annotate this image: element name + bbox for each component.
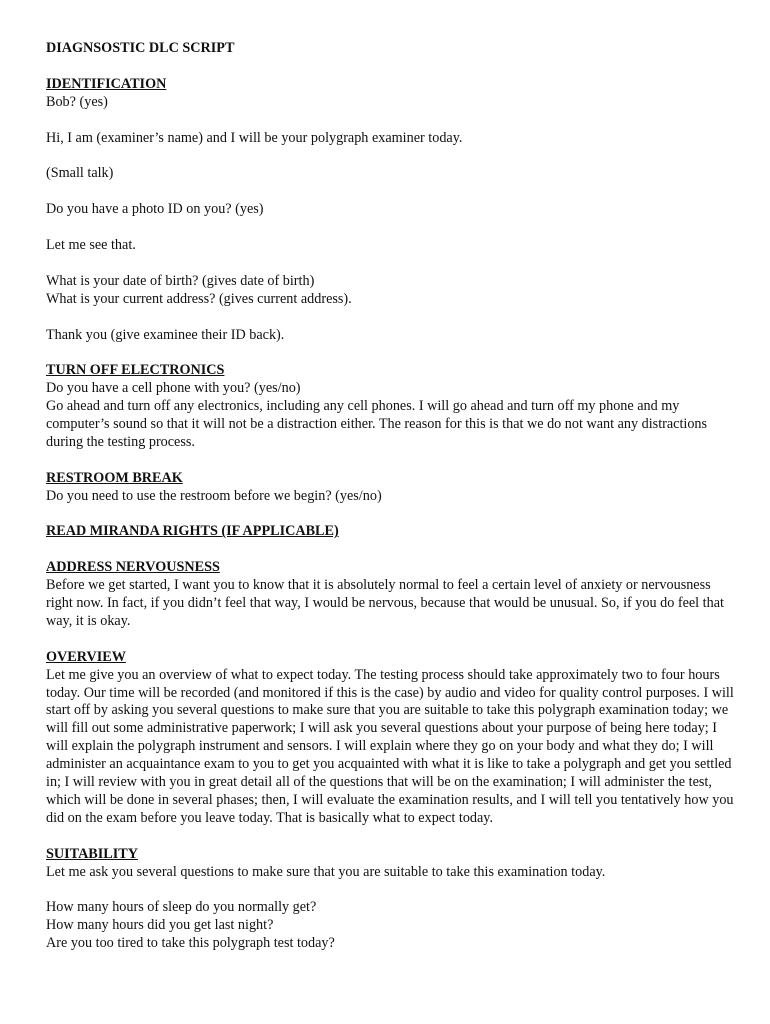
paragraph-line: How many hours of sleep do you normally get? [46,899,317,916]
section-suitability [46,846,736,953]
section-heading: IDENTIFICATION [46,75,167,92]
paragraph-line: Let me ask you several questions to make sure that you are suitable to take this examination today. [46,863,606,880]
document-sections [46,76,736,953]
paragraph-line: Let me see that. [46,237,136,253]
paragraph-line: What is your date of birth? (gives date of birth) [46,272,315,289]
paragraph-gap [46,219,736,237]
paragraph-line: Before we get started, I want you to know that it is absolutely normal to feel a certain level of anxiety or nervousness right now. In fact, if you didn’t feel that way, I would be nervous, because that would be unusual. So, if you do feel that way, it is okay. [46,577,724,629]
paragraph-line: Are you too tired to take this polygraph test today? [46,935,335,952]
paragraph-gap [46,882,736,900]
section-heading: OVERVIEW [46,648,126,665]
paragraph-gap [46,112,736,130]
paragraph-line: Do you need to use the restroom before we begin? (yes/no) [46,487,382,504]
section-heading: TURN OFF ELECTRONICS [46,362,225,379]
paragraph-line: (Small talk) [46,165,114,182]
paragraph-line: Go ahead and turn off any electronics, including any cell phones. I will go ahead and turn off my phone and my computer’s sound so that it will not be a distraction either. The reason for this is that we do not want any distractions during the testing process. [46,398,708,450]
paragraph-line: How many hours did you get last night? [46,917,274,934]
paragraph-line: Thank you (give examinee their ID back). [46,326,285,343]
paragraph-line: Do you have a cell phone with you? (yes/no) [46,380,301,397]
document-title: DIAGNSOSTIC DLC SCRIPT [46,40,235,56]
section-address-nervousness [46,559,736,631]
paragraph-line: Bob? (yes) [46,93,108,110]
section-identification [46,76,736,345]
section-turn-off-electronics [46,362,736,452]
section-heading: ADDRESS NERVOUSNESS [46,559,220,576]
section-read-miranda-rights-if-applicable [46,523,736,541]
section-heading: READ MIRANDA RIGHTS (IF APPLICABLE) [46,523,339,540]
paragraph-gap [46,309,736,327]
paragraph-gap [46,148,736,166]
section-overview [46,649,736,828]
document-page [46,40,736,971]
section-heading: RESTROOM BREAK [46,469,183,486]
paragraph-line: Let me give you an overview of what to expect today. The testing process should take approximately two to four hours today. Our time will be recorded (and monitored if this is the case) by audio and video for quality control purposes. I will start off by asking you several questions to make sure that you are suitable to take this polygraph examination today; we will fill out some administrative paperwork; I will ask you several questions about your purpose of being here today; I will explain the polygraph instrument and sensors. I will explain where they go on your body and what they do; I will administer an acquaintance exam to you to get you acquainted with what it is like to take a polygraph and get you settled in; I will review with you in great detail all of the questions that will be on the examination; I will administer the test, which will be done in several phases; then, I will evaluate the examination results, and I will tell you tentatively how you did on the exam before you leave today. That is basically what to expect today. [46,666,734,826]
paragraph-gap [46,183,736,201]
section-heading: SUITABILITY [46,845,138,862]
paragraph-line: Do you have a photo ID on you? (yes) [46,201,264,218]
paragraph-line: Hi, I am (examiner’s name) and I will be your polygraph examiner today. [46,129,463,146]
paragraph-line: What is your current address? (gives current address). [46,290,352,307]
section-restroom-break [46,470,736,506]
paragraph-gap [46,255,736,273]
